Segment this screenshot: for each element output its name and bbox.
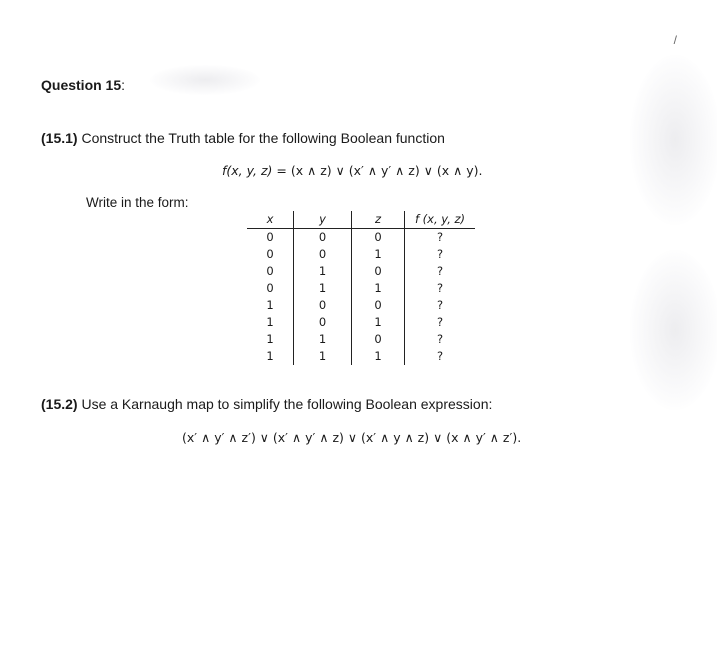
header-x: x [247,211,294,229]
table-row [247,229,475,247]
cell-x: 1 [247,331,294,348]
table-row [247,331,475,348]
table-row [247,280,475,297]
function-rhs: = (x ∧ z) ∨ (x′ ∧ y′ ∧ z) ∨ (x ∧ y). [272,163,483,178]
cell-z: 1 [352,280,405,297]
cell-z: 0 [352,331,405,348]
table-row [247,297,475,314]
header-f: f (x, y, z) [405,211,476,229]
cell-y: 0 [294,229,352,247]
cell-z: 0 [352,297,405,314]
boolean-function [222,163,482,178]
cell-z: 1 [352,314,405,331]
cell-x: 0 [247,263,294,280]
question-title [41,77,125,93]
part1-number: (15.1) [41,130,78,146]
function-lhs: f(x, y, z) [222,163,273,178]
table-row [247,348,475,365]
cell-x: 0 [247,246,294,263]
cell-f: ? [436,315,444,329]
table-row [247,246,475,263]
write-form-label: Write in the form: [86,195,189,210]
cell-y: 0 [294,246,352,263]
cell-f: ? [436,332,444,346]
boolean-expression: (x′ ∧ y′ ∧ z′) ∨ (x′ ∧ y′ ∧ z) ∨ (x′ ∧ y ∧ z) ∨ (x ∧ y′ ∧ z′). [182,430,522,445]
margin-mark: / [673,33,677,47]
cell-y: 1 [294,331,352,348]
table-row [247,263,475,280]
table-row [247,314,475,331]
background-smudge-right-bottom [630,250,717,410]
cell-x: 0 [247,229,294,247]
cell-f: ? [436,281,444,295]
header-z: z [352,211,405,229]
part2-number: (15.2) [41,396,78,412]
part1-instruction: Construct the Truth table for the following Boolean function [81,130,445,146]
cell-y: 0 [294,297,352,314]
question-label: Question 15 [41,77,122,93]
cell-f: ? [436,247,444,261]
cell-x: 0 [247,280,294,297]
cell-x: 1 [247,314,294,331]
part2-instruction: Use a Karnaugh map to simplify the following Boolean expression: [81,396,493,412]
cell-z: 0 [352,229,405,247]
cell-z: 1 [352,246,405,263]
cell-f: ? [436,230,444,244]
cell-y: 1 [294,280,352,297]
truth-table [247,211,475,365]
cell-y: 0 [294,314,352,331]
cell-x: 1 [247,348,294,365]
question-colon: : [121,77,126,93]
truth-table-header-row [247,211,475,229]
cell-f: ? [436,298,444,312]
part1-instruction-line [41,130,445,146]
cell-f: ? [436,349,444,363]
cell-y: 1 [294,348,352,365]
header-y: y [294,211,352,229]
cell-z: 1 [352,348,405,365]
cell-x: 1 [247,297,294,314]
background-smudge-right-top [630,55,717,225]
cell-f: ? [436,264,444,278]
background-smudge-top [150,65,260,95]
cell-y: 1 [294,263,352,280]
cell-z: 0 [352,263,405,280]
part2-instruction-line [41,396,492,412]
